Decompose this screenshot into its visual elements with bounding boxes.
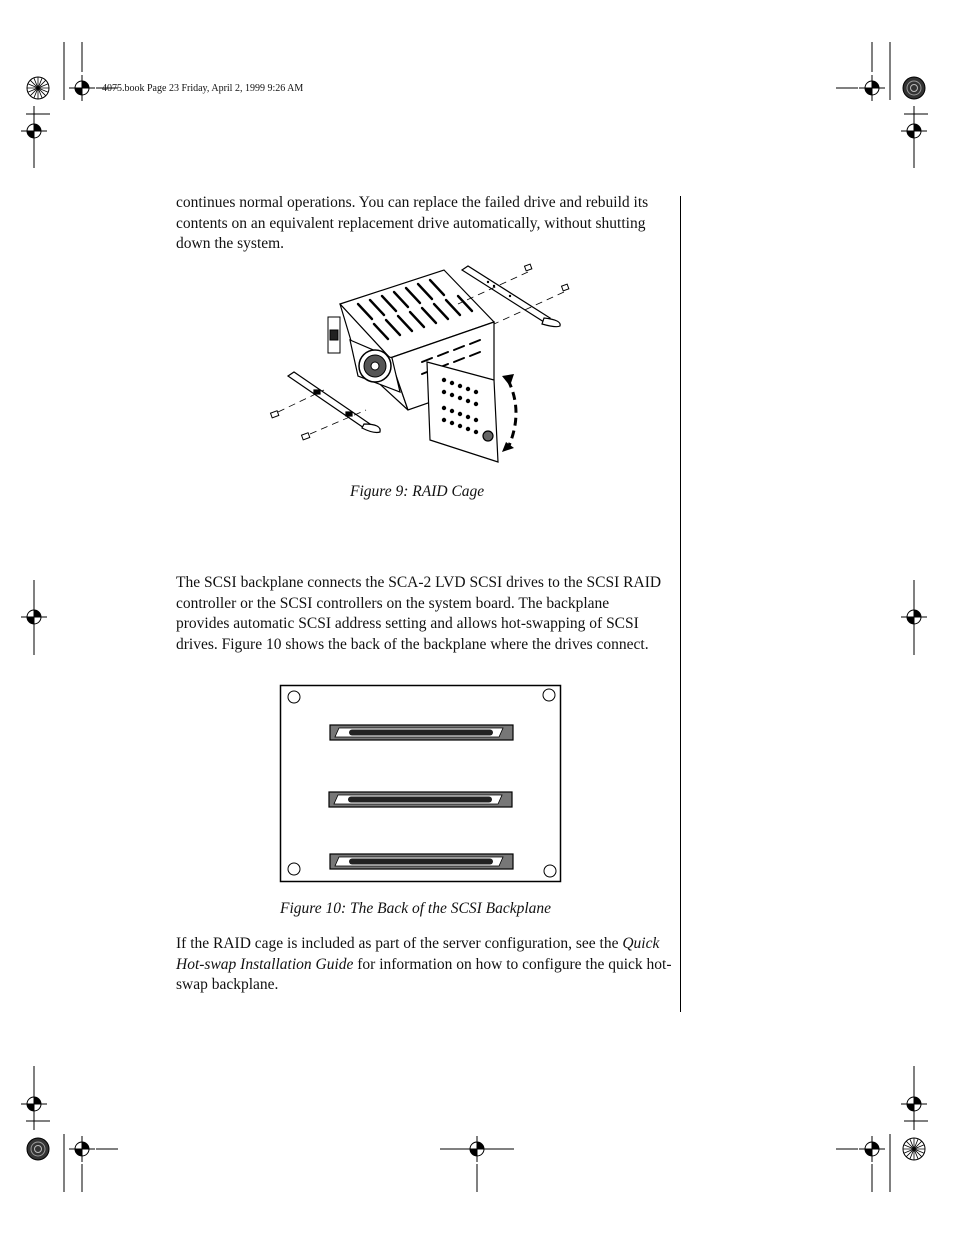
closing-text-end: for information on how to configure the quick hot-swap backplane. (176, 955, 672, 993)
drive-connector (329, 792, 512, 807)
drive-connector (330, 854, 513, 869)
closing-paragraph (176, 934, 676, 996)
guide-title: Quick Hot-swap Installation Guide (176, 935, 660, 973)
margin-rule (680, 196, 681, 1012)
backplane-text: The SCSI backplane connects the SCA-2 LVD SCSI drives to the SCSI RAID controller or the SCSI controllers on the system board. The backplane provides automatic SCSI address setting and allows hot-swapping of SCSI drives. Figure 10 shows the back of the backplane where the drives connect. (176, 574, 662, 653)
closing-text-start: If the RAID cage is included as part of the server configuration, see the (176, 935, 623, 952)
print-header: 4075.book Page 23 Friday, April 2, 1999 9:26 AM (102, 83, 304, 94)
scsi-backplane-illustration (279, 684, 563, 884)
figure-10-caption: Figure 10: The Back of the SCSI Backplane (280, 900, 552, 917)
intro-paragraph (176, 193, 676, 255)
raid-cage-illustration (262, 262, 582, 472)
intro-text: continues normal operations. You can replace the failed drive and rebuild its contents on an equivalent replacement drive automatically, without shutting down the system. (176, 194, 649, 252)
backplane-paragraph (176, 573, 666, 655)
drive-connector (330, 725, 513, 740)
figure-9-caption: Figure 9: RAID Cage (350, 483, 485, 500)
